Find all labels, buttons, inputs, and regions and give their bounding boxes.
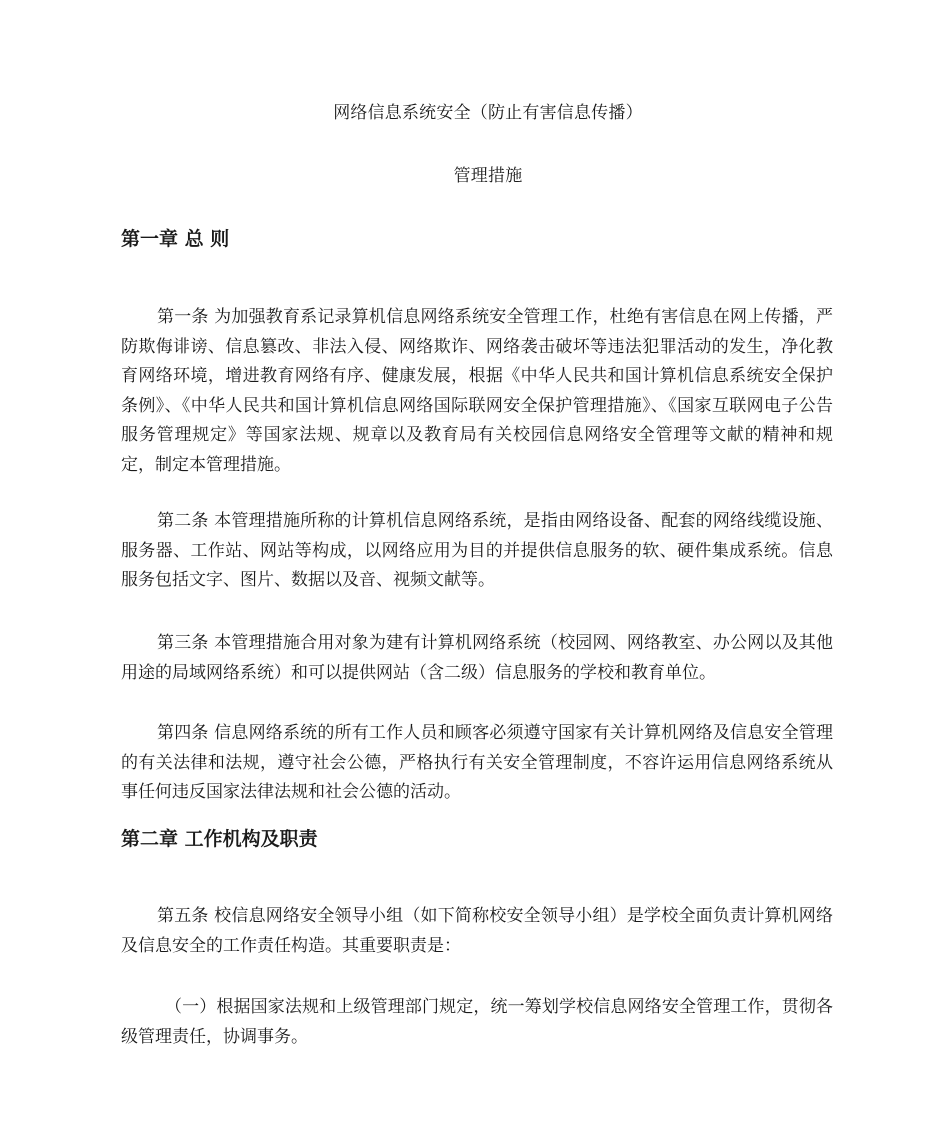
document-subtitle: 管理措施	[453, 166, 523, 186]
article-2-paragraph: 第二条 本管理措施所称的计算机信息网络系统，是指由网络设备、配套的网络线缆设施、服务器、工作站、网站等构成，以网络应用为目的并提供信息服务的软、硬件集成系统。信息服务包括文字、图片、数据以及音、视频文献等。	[121, 511, 833, 590]
article-3-paragraph: 第三条 本管理措施合用对象为建有计算机网络系统（校园网、网络教室、办公网以及其他用途的局域网络系统）和可以提供网站（含二级）信息服务的学校和教育单位。	[121, 633, 833, 683]
chapter-1-heading: 第一章 总 则	[121, 228, 230, 250]
chapter-2-heading: 第二章 工作机构及职责	[121, 828, 318, 850]
article-5-paragraph: 第五条 校信息网络安全领导小组（如下简称校安全领导小组）是学校全面负责计算机网络及信息安全的工作责任构造。其重要职责是：	[121, 906, 833, 956]
article-4-paragraph: 第四条 信息网络系统的所有工作人员和顾客必须遵守国家有关计算机网络及信息安全管理的有关法律和法规，遵守社会公德，严格执行有关安全管理制度，不容许运用信息网络系统从事任何违反国家法律法规和社会公德的活动。	[121, 723, 833, 802]
article-5-item-1: （一）根据国家法规和上级管理部门规定，统一筹划学校信息网络安全管理工作，贯彻各级管理责任，协调事务。	[121, 997, 833, 1047]
document-title: 网络信息系统安全（防止有害信息传播）	[333, 103, 643, 123]
article-1-paragraph: 第一条 为加强教育系记录算机信息网络系统安全管理工作，杜绝有害信息在网上传播，严防欺侮诽谤、信息篡改、非法入侵、网络欺诈、网络袭击破坏等违法犯罪活动的发生，净化教育网络环境，增进教育网络有序、健康发展，根据《中华人民共和国计算机信息系统安全保护条例》、《中华人民共和国计算机信息网络国际联网安全保护管理措施》、《国家互联网电子公告服务管理规定》等国家法规、规章以及教育局有关校园信息网络安全管理等文献的精神和规定，制定本管理措施。	[121, 307, 833, 475]
